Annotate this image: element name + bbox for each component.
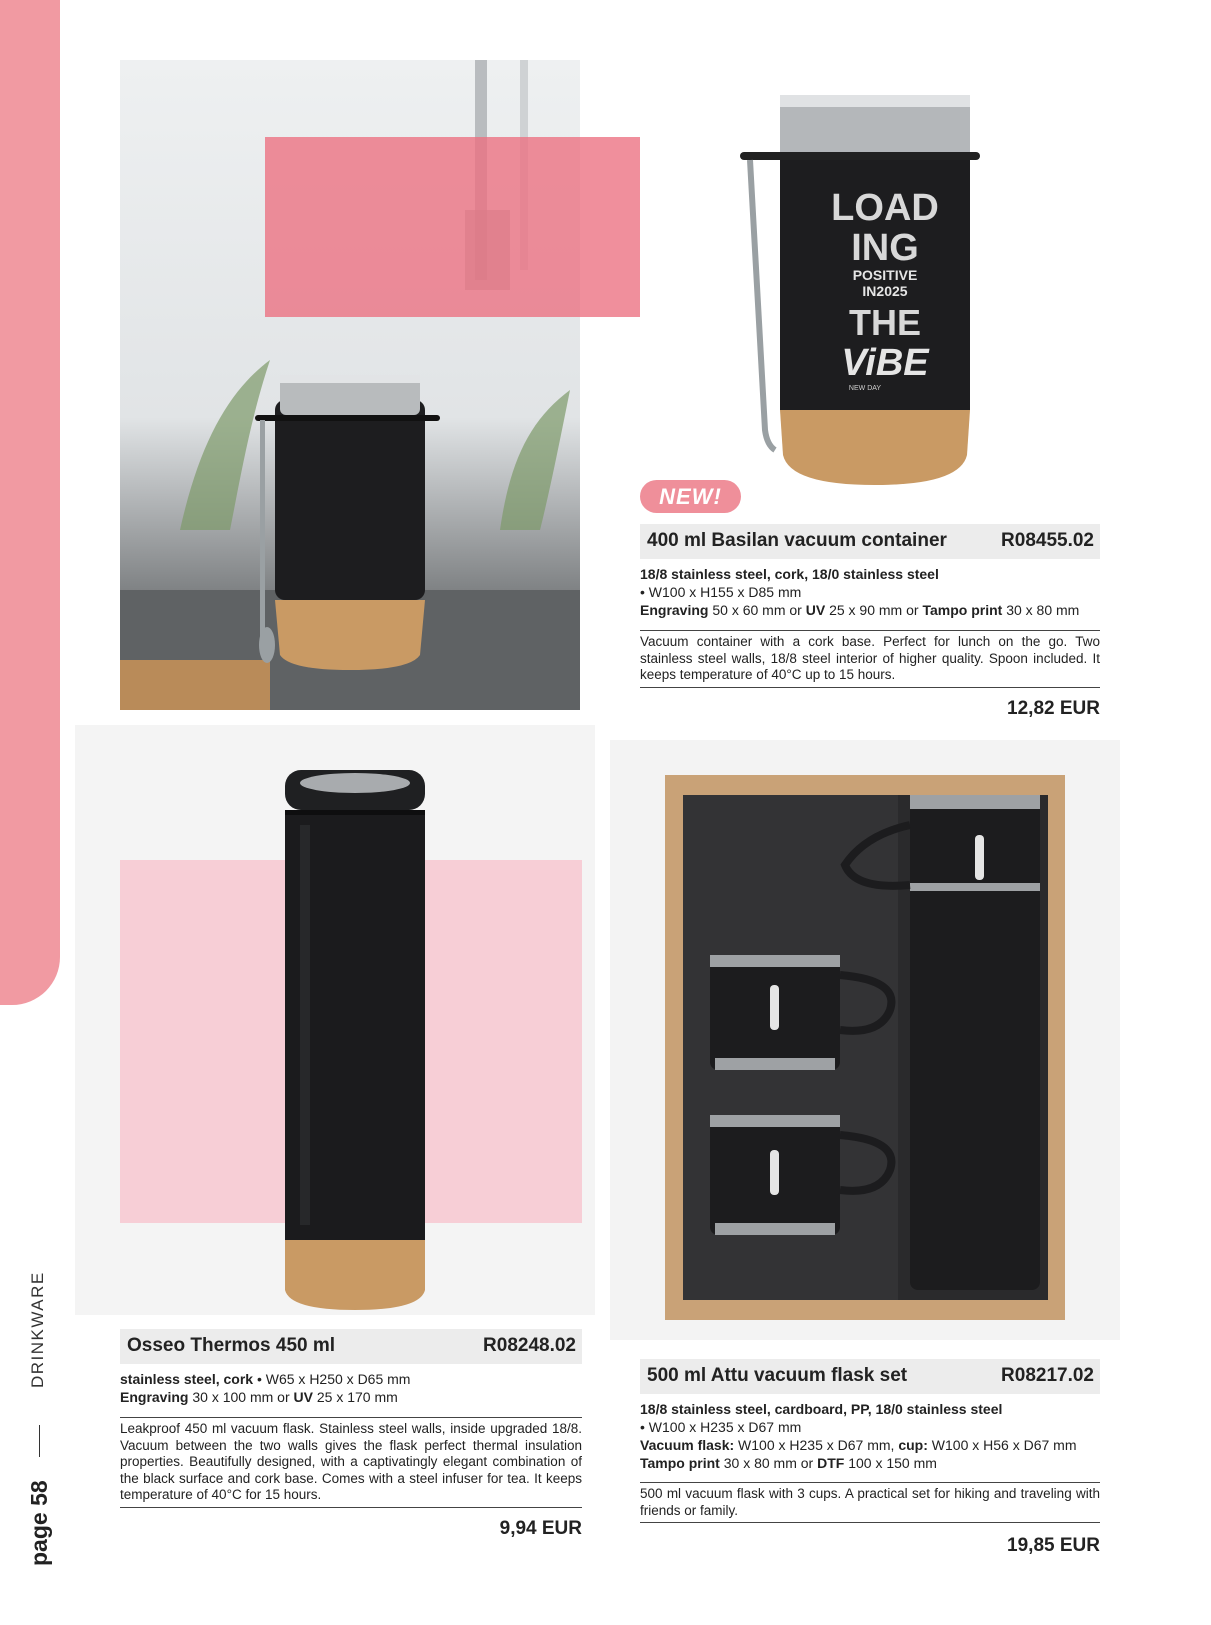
osseo-thermos-photo	[280, 765, 430, 1310]
page-number: page 58	[26, 1480, 52, 1566]
product-title: 400 ml Basilan vacuum container	[647, 530, 947, 551]
print-methods: Engraving 50 x 60 mm or UV 25 x 90 mm or Tampo print 30 x 80 mm	[640, 602, 1080, 618]
section-name: DRINKWARE	[28, 1271, 47, 1388]
mug-print-line7: NEW DAY	[848, 385, 882, 392]
product-description: 500 ml vacuum flask with 3 cups. A practical set for hiking and traveling with friends or family.	[640, 1482, 1100, 1523]
mug-print-line2: ING	[851, 227, 919, 269]
mug-print-line5: THE	[849, 302, 921, 343]
mug-print-line4: IN2025	[862, 283, 908, 299]
product-code: R08217.02	[1001, 1365, 1094, 1386]
section-sidebar	[26, 1270, 56, 1570]
print-methods: Engraving 30 x 100 mm or UV 25 x 170 mm	[120, 1389, 398, 1405]
product-price: 19,85 EUR	[1007, 1535, 1100, 1556]
product-dimensions: • W100 x H235 x D67 mm	[640, 1419, 802, 1435]
print-methods: Tampo print 30 x 80 mm or DTF 100 x 150 mm	[640, 1455, 937, 1471]
mug-print-line1: LOAD	[831, 187, 939, 229]
product-title-bar	[640, 1359, 1100, 1394]
product-code: R08248.02	[483, 1335, 576, 1356]
product-description: Vacuum container with a cork base. Perfect for lunch on the go. Two stainless steel walls, 18/8 steel interior of higher quality. Spoon included. It keeps temperature of 40°C up to 15 hours.	[640, 630, 1100, 688]
mug-print-line3: POSITIVE	[852, 267, 918, 283]
mug-print-line6: ViBE	[841, 342, 929, 384]
product-title: 500 ml Attu vacuum flask set	[647, 1365, 908, 1386]
attu-flask-set-photo	[665, 775, 1065, 1320]
product-title-bar	[640, 524, 1100, 559]
product-specs	[120, 1370, 582, 1406]
product-material: stainless steel, cork	[120, 1371, 254, 1387]
sidebar-divider	[39, 1425, 40, 1457]
product-material: 18/8 stainless steel, cardboard, PP, 18/0 stainless steel	[640, 1401, 1003, 1417]
print-sizes: Vacuum flask: W100 x H235 x D67 mm, cup: W100 x H56 x D67 mm	[640, 1437, 1077, 1453]
basilan-container-photo	[735, 90, 985, 490]
product-material: 18/8 stainless steel, cork, 18/0 stainless steel	[640, 566, 939, 582]
product-title: Osseo Thermos 450 ml	[127, 1335, 336, 1356]
side-tab-accent	[0, 0, 60, 1005]
accent-overlay	[265, 137, 640, 317]
new-badge: NEW!	[640, 480, 741, 513]
product-specs	[640, 565, 1100, 619]
product-title-bar	[120, 1329, 582, 1364]
product-dimensions: • W100 x H155 x D85 mm	[640, 584, 802, 600]
product-price: 12,82 EUR	[1007, 698, 1100, 719]
product-description: Leakproof 450 ml vacuum flask. Stainless steel walls, inside upgraded 18/8. Vacuum between the two walls gives the flask perfect thermal insulation properties. Beautifully designed, with a captivatingly elegant combination of the black surface and cork base. Comes with a steel infuser for tea. It keeps temperature of 40°C for 15 hours.	[120, 1417, 582, 1508]
product-dimensions: • W65 x H250 x D65 mm	[256, 1371, 411, 1387]
product-price: 9,94 EUR	[499, 1518, 582, 1539]
product-specs	[640, 1400, 1100, 1472]
product-code: R08455.02	[1001, 530, 1094, 551]
